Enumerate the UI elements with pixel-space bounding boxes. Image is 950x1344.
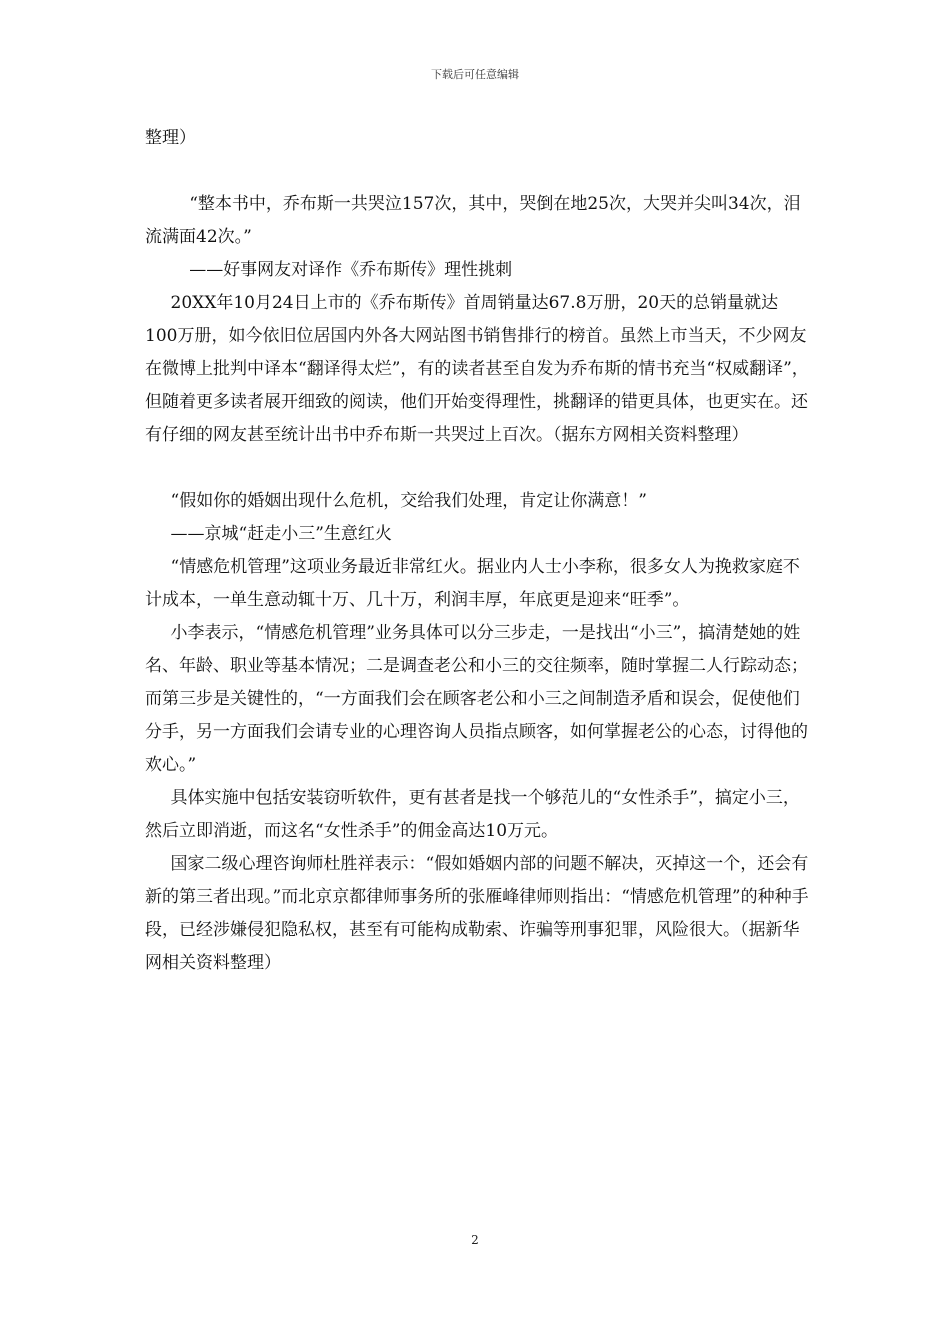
paragraph-crisis-management: “情感危机管理”这项业务最近非常红火。据业内人士小李称，很多女人为挽救家庭不计成本，一单生意动辄十万、几十万，利润丰厚，年底更是迎来“旺季”。 <box>145 557 800 610</box>
paragraph-expert-opinion: 国家二级心理咨询师杜胜祥表示：“假如婚姻内部的问题不解决，灭掉这一个，还会有新的第三者出现。”而北京京都律师事务所的张雁峰律师则指出：“情感危机管理”的种种手段，已经涉嫌侵犯隐私权，甚至有可能构成勒索、诈骗等刑事犯罪，风险很大。（据新华网相关资料整理） <box>145 854 809 973</box>
paragraph-three-steps: 小李表示，“情感危机管理”业务具体可以分三步走，一是找出“小三”，搞清楚她的姓名、年龄、职业等基本情况；二是调查老公和小三的交往频率，随时掌握二人行踪动态；而第三步是关键性的，“一方面我们会在顾客老公和小三之间制造矛盾和误会，促使他们分手，另一方面我们会请专业的心理咨询人员指点顾客，如何掌握老公的心态，讨得他的欢心。” <box>145 623 808 775</box>
paragraph-implementation: 具体实施中包括安装窃听软件，更有甚者是找一个够范儿的“女性杀手”，搞定小三，然后立即消逝，而这名“女性杀手”的佣金高达10万元。 <box>145 788 800 841</box>
paragraph-continuation: 整理） <box>145 128 196 148</box>
page-header: 下载后可任意编辑 <box>431 68 519 81</box>
document-body <box>145 122 810 980</box>
paragraph-gap <box>145 452 810 485</box>
quote-marriage-crisis: “假如你的婚姻出现什么危机，交给我们处理，肯定让你满意！” <box>170 491 647 511</box>
quote-attribution-crisis: ——京城“赶走小三”生意红火 <box>170 524 392 544</box>
paragraph-gap <box>145 155 810 188</box>
page-number: 2 <box>471 1233 479 1247</box>
paragraph-jobs-biography: 20XX年10月24日上市的《乔布斯传》首周销量达67.8万册，20天的总销量就达100万册，如今依旧位居国内外各大网站图书销售排行的榜首。虽然上市当天，不少网友在微博上批判中译本“翻译得太烂”，有的读者甚至自发为乔布斯的情书充当“权威翻译”，但随着更多读者展开细致的阅读，他们开始变得理性，挑翻译的错更具体，也更实在。还有仔细的网友甚至统计出书中乔布斯一共哭过上百次。（据东方网相关资料整理） <box>145 293 809 445</box>
quote-attribution-jobs: ——好事网友对译作《乔布斯传》理性挑刺 <box>189 260 513 280</box>
quote-jobs-crying: “整本书中，乔布斯一共哭泣157次，其中，哭倒在地25次，大哭并尖叫34次，泪流满面42次。” <box>145 194 801 247</box>
